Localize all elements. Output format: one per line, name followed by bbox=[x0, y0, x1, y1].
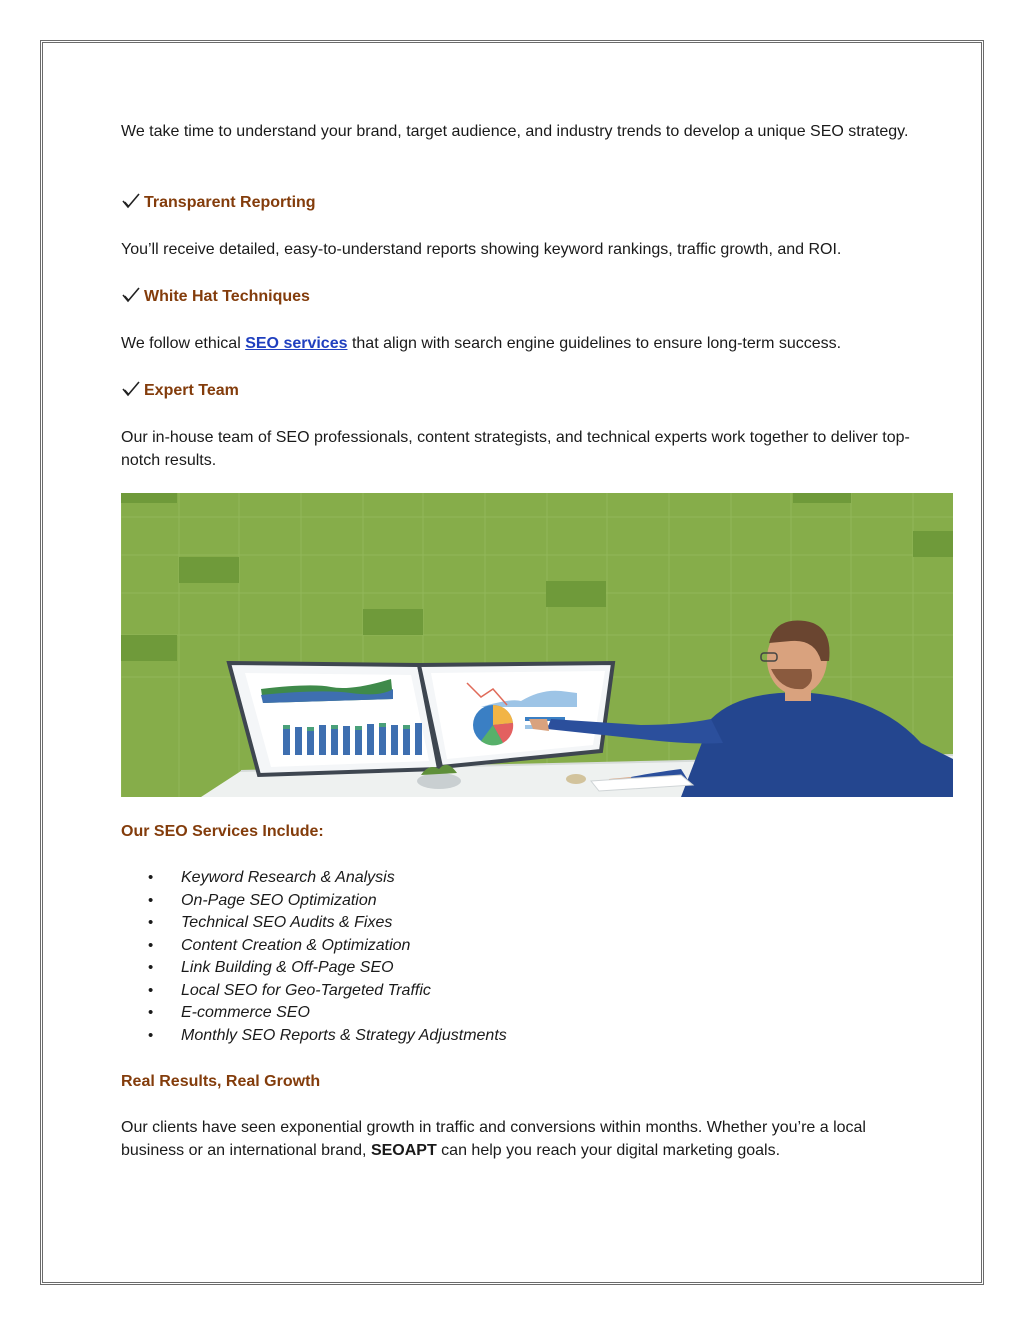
text-segment: can help you reach your digital marketing goals. bbox=[436, 1142, 781, 1159]
heading-transparent-reporting bbox=[121, 192, 316, 214]
heading-text: White Hat Techniques bbox=[144, 288, 310, 305]
heading-text: Expert Team bbox=[144, 382, 239, 399]
services-list bbox=[121, 867, 507, 1047]
results-heading: Real Results, Real Growth bbox=[121, 1073, 321, 1090]
list-item: • Link Building & Off-Page SEO bbox=[121, 957, 507, 980]
services-heading: Our SEO Services Include: bbox=[121, 823, 324, 840]
list-item: • Technical SEO Audits & Fixes bbox=[121, 912, 507, 935]
heading-expert-team bbox=[121, 380, 239, 402]
seo-analytics-hero-image bbox=[121, 493, 953, 797]
white-hat-paragraph bbox=[121, 332, 921, 355]
intro-paragraph: We take time to understand your brand, target audience, and industry trends to develop a unique SEO strategy. bbox=[121, 123, 909, 140]
expert-team-paragraph: Our in-house team of SEO professionals, content strategists, and technical experts work together to deliver top-notch results. bbox=[121, 429, 910, 469]
list-item: • Local SEO for Geo-Targeted Traffic bbox=[121, 980, 507, 1003]
check-mark-icon bbox=[121, 192, 141, 210]
reporting-paragraph: You’ll receive detailed, easy-to-understand reports showing keyword rankings, traffic growth, and ROI. bbox=[121, 241, 842, 258]
list-item: • Content Creation & Optimization bbox=[121, 935, 507, 958]
text-segment: that align with search engine guidelines to ensure long-term success. bbox=[347, 335, 842, 352]
heading-text: Transparent Reporting bbox=[144, 194, 316, 211]
heading-white-hat bbox=[121, 286, 310, 308]
check-mark-icon bbox=[121, 286, 141, 304]
list-item: • On-Page SEO Optimization bbox=[121, 890, 507, 913]
list-item: • Keyword Research & Analysis bbox=[121, 867, 507, 890]
list-item: • Monthly SEO Reports & Strategy Adjustments bbox=[121, 1025, 507, 1048]
list-item: • E-commerce SEO bbox=[121, 1002, 507, 1025]
text-segment: We follow ethical bbox=[121, 335, 246, 352]
text-segment: Our clients have seen exponential growth in traffic and conversions within months. Whether you’re a local business or an international brand, bbox=[121, 1119, 866, 1159]
results-paragraph bbox=[121, 1116, 921, 1162]
seo-services-link[interactable]: SEO services bbox=[245, 335, 348, 352]
brand-name: SEOAPT bbox=[370, 1142, 437, 1159]
check-mark-icon bbox=[121, 380, 141, 398]
